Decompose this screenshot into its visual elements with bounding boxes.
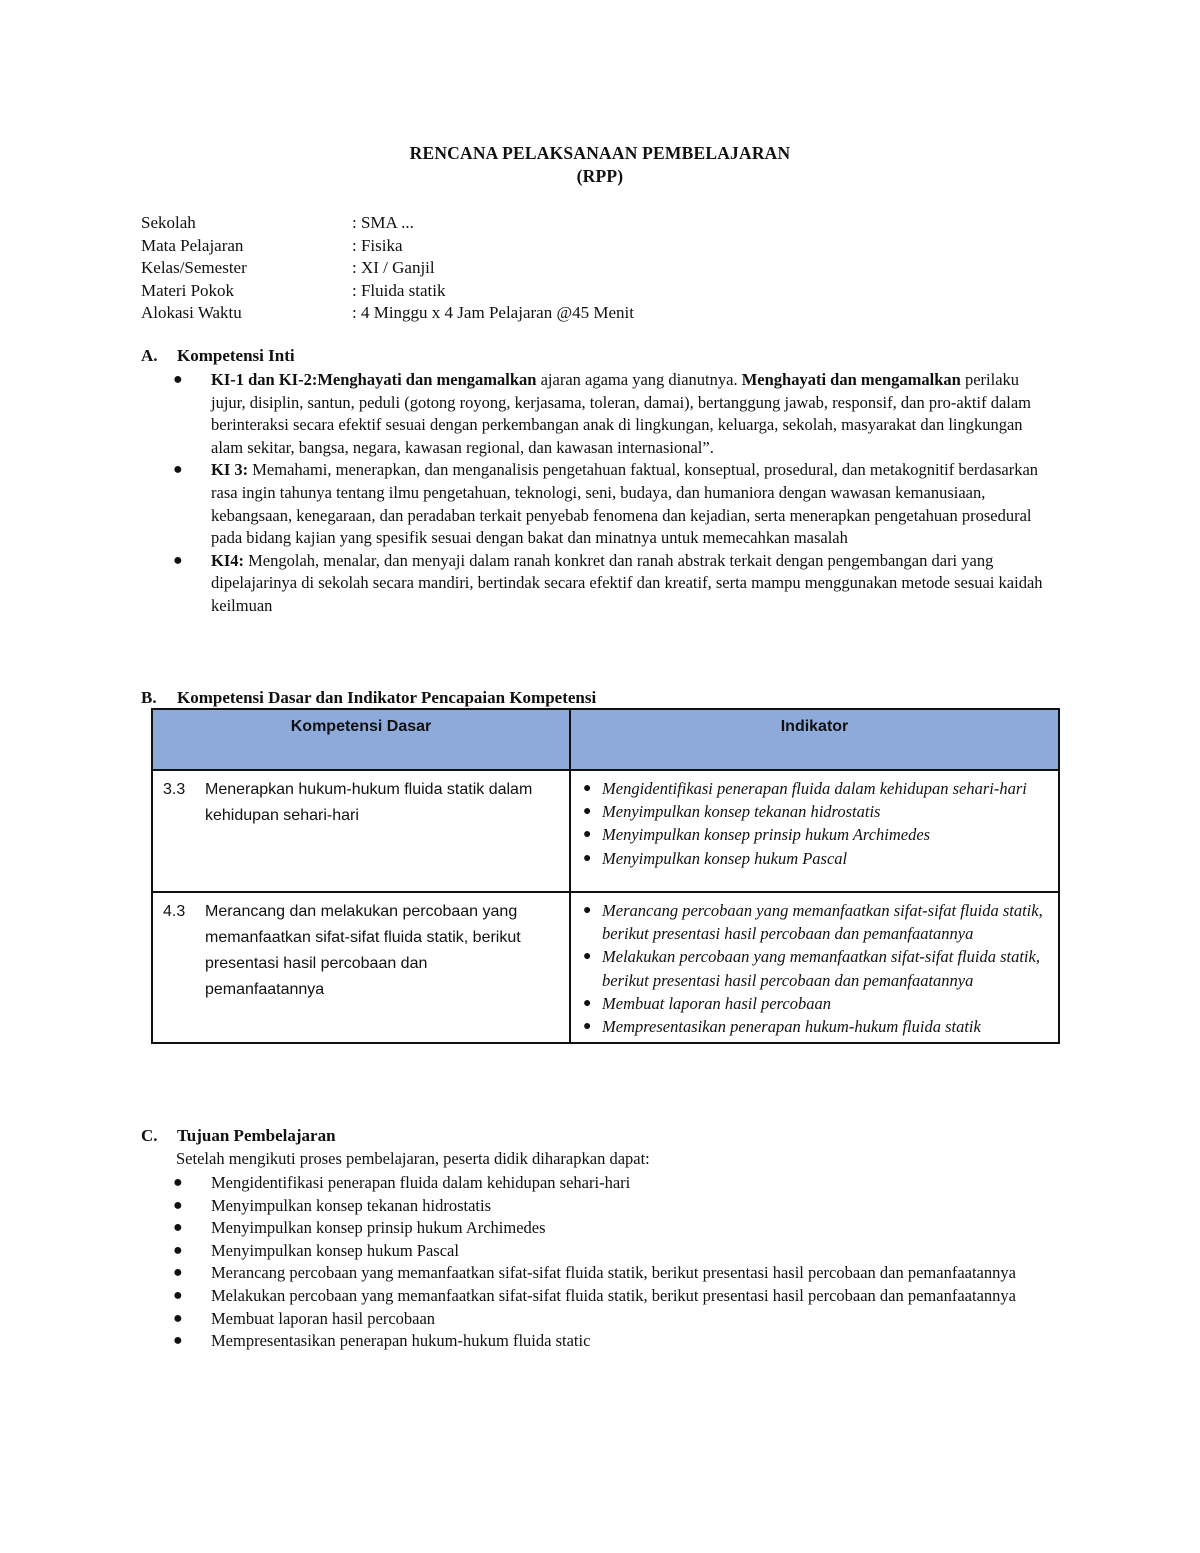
identity-label: Kelas/Semester	[141, 258, 247, 277]
list-item	[583, 800, 1050, 823]
document-subtitle: (RPP)	[576, 166, 624, 186]
bullet-icon: ●	[583, 850, 592, 866]
indicator-cell	[570, 770, 1059, 892]
section-a-heading	[141, 346, 295, 366]
bullet-icon: ●	[583, 827, 592, 843]
bullet-icon: ●	[173, 371, 183, 388]
identity-label: Alokasi Waktu	[141, 303, 242, 322]
indicator-text: Merancang percobaan yang memanfaatkan sifat-sifat fluida statik, berikut presentasi hasil percobaan dan pemanfaatannya	[602, 901, 1043, 944]
list-item	[171, 1195, 1051, 1218]
bullet-icon: ●	[583, 903, 592, 918]
header-indikator: Indikator	[570, 709, 1059, 770]
identity-row	[141, 280, 634, 303]
bullet-icon: ●	[173, 1174, 183, 1191]
identity-row	[141, 302, 634, 325]
list-item	[583, 945, 1050, 991]
indicator-text: Mengidentifikasi penerapan fluida dalam kehidupan sehari-hari	[602, 779, 1027, 798]
section-letter: A.	[141, 346, 158, 365]
header-kompetensi-dasar: Kompetensi Dasar	[152, 709, 570, 770]
list-item	[171, 1172, 1051, 1195]
ki-bold: Menghayati dan mengamalkan	[741, 370, 961, 389]
list-item	[171, 550, 1051, 618]
bullet-icon: ●	[583, 804, 592, 820]
identity-value: : 4 Minggu x 4 Jam Pelajaran @45 Menit	[352, 303, 634, 322]
bullet-icon: ●	[173, 1332, 183, 1350]
identity-label: Materi Pokok	[141, 280, 235, 300]
kompetensi-inti-list	[171, 369, 1051, 618]
list-item	[171, 459, 1051, 549]
identity-label: Sekolah	[141, 213, 196, 232]
section-c-heading	[141, 1126, 336, 1146]
kd-text: Merancang dan melakukan percobaan yang memanfaatkan sifat-sifat fluida statik, berikut presentasi hasil percobaan dan pemanfaatannya	[205, 903, 521, 998]
bullet-icon: ●	[583, 949, 592, 965]
bullet-icon: ●	[583, 781, 592, 796]
indicator-text: Membuat laporan hasil percobaan	[602, 993, 831, 1013]
list-item	[171, 1240, 1051, 1263]
ki-bold: KI-1 dan KI-2:Menghayati dan mengamalkan	[211, 370, 537, 389]
list-item	[583, 823, 1050, 846]
table-row	[152, 770, 1059, 892]
identity-value: : SMA ...	[352, 213, 414, 232]
tujuan-text: Melakukan percobaan yang memanfaatkan sifat-sifat fluida statik, berikut presentasi hasil percobaan dan pemanfaatannya	[211, 1285, 1016, 1305]
kd-number: 4.3	[163, 903, 186, 920]
tujuan-list	[171, 1172, 1051, 1353]
identity-row	[141, 212, 634, 235]
list-item	[171, 1308, 1051, 1331]
identity-value: : XI / Ganjil	[352, 258, 435, 277]
indicator-text: Melakukan percobaan yang memanfaatkan sifat-sifat fluida statik, berikut presentasi hasil percobaan dan pemanfaatannya	[602, 947, 1040, 990]
bullet-icon: ●	[173, 1264, 183, 1282]
ki-text: Memahami, menerapkan, dan menganalisis pengetahuan faktual, konseptual, prosedural, dan metakognitif berdasarkan rasa ingin tahunya tentang ilmu pengetahuan, teknologi, seni, budaya, dan humaniora dengan wawasan kemanusiaan, kebangsaan, kenegaraan, dan peradaban terkait penyebab fenomena dan kejadian, serta menerapkan pengetahuan prosedural pada bidang kajian yang spesifik sesuai dengan bakat dan minatnya untuk memecahkan masalah	[211, 460, 1039, 548]
kd-text: Menerapkan hukum-hukum fluida statik dalam kehidupan sehari-hari	[205, 781, 533, 824]
indicator-list	[583, 899, 1050, 1038]
list-item	[171, 1330, 1051, 1353]
list-item	[171, 369, 1051, 459]
competency-table-wrapper	[151, 708, 1060, 1044]
list-item	[583, 1015, 1050, 1038]
ki-bold: KI 3:	[211, 460, 249, 480]
list-item	[583, 992, 1050, 1015]
bullet-icon: ●	[583, 1019, 592, 1035]
identity-label: Mata Pelajaran	[141, 235, 244, 255]
bullet-icon: ●	[173, 461, 183, 479]
list-item	[171, 1262, 1051, 1285]
identity-value: : Fisika	[352, 235, 403, 255]
tujuan-text: Mempresentasikan penerapan hukum-hukum fluida static	[211, 1331, 591, 1351]
section-title: Tujuan Pembelajaran	[177, 1126, 336, 1145]
identity-block	[141, 212, 634, 325]
kd-cell	[152, 770, 570, 892]
ki-bold: KI4:	[211, 550, 244, 570]
identity-value: : Fluida statik	[352, 280, 446, 300]
indicator-text: Mempresentasikan penerapan hukum-hukum fluida statik	[602, 1017, 981, 1037]
bullet-icon: ●	[173, 1219, 183, 1237]
indicator-text: Menyimpulkan konsep tekanan hidrostatis	[602, 802, 881, 822]
indicator-text: Menyimpulkan konsep prinsip hukum Archimedes	[602, 825, 931, 845]
list-item	[583, 899, 1050, 945]
bullet-icon: ●	[173, 1241, 183, 1259]
kd-cell	[152, 892, 570, 1043]
indicator-text: Menyimpulkan konsep hukum Pascal	[602, 848, 848, 868]
ki-text: perilaku jujur, disiplin, santun, peduli (gotong royong, kerjasama, toleran, damai), bertanggung jawab, responsif, dan pro-aktif dalam berinteraksi secara efektif sesuai dengan perkembangan anak di lingkungan, keluarga, sekolah, masyarakat dan lingkungan alam sekitar, bangsa, negara, kawasan regional, dan kawasan internasional”.	[211, 370, 1032, 457]
identity-row	[141, 257, 634, 280]
section-b-heading	[141, 688, 596, 708]
indicator-cell	[570, 892, 1059, 1043]
tujuan-text: Mengidentifikasi penerapan fluida dalam kehidupan sehari-hari	[211, 1173, 631, 1192]
tujuan-text: Menyimpulkan konsep prinsip hukum Archimedes	[211, 1218, 546, 1238]
list-item	[583, 847, 1050, 870]
tujuan-text: Membuat laporan hasil percobaan	[211, 1308, 436, 1328]
list-item	[171, 1217, 1051, 1240]
section-letter: B.	[141, 688, 157, 707]
bullet-icon: ●	[173, 1196, 183, 1214]
ki-text: ajaran agama yang dianutnya.	[536, 370, 742, 389]
tujuan-text: Merancang percobaan yang memanfaatkan sifat-sifat fluida statik, berikut presentasi hasil percobaan dan pemanfaatannya	[211, 1263, 1016, 1283]
list-item	[583, 777, 1050, 800]
section-title: Kompetensi Dasar dan Indikator Pencapaian Kompetensi	[177, 688, 597, 707]
bullet-icon: ●	[173, 1309, 183, 1327]
bullet-icon: ●	[583, 995, 592, 1011]
tujuan-text: Menyimpulkan konsep hukum Pascal	[211, 1240, 459, 1260]
tujuan-intro: Setelah mengikuti proses pembelajaran, peserta didik diharapkan dapat:	[176, 1149, 650, 1168]
list-item	[171, 1285, 1051, 1308]
section-title: Kompetensi Inti	[177, 346, 295, 365]
competency-table	[151, 708, 1060, 1044]
bullet-icon: ●	[173, 551, 183, 569]
document-title: RENCANA PELAKSANAAN PEMBELAJARAN	[409, 143, 791, 163]
section-letter: C.	[141, 1126, 158, 1145]
table-row	[152, 892, 1059, 1043]
kd-number: 3.3	[163, 781, 186, 798]
tujuan-text: Menyimpulkan konsep tekanan hidrostatis	[211, 1195, 491, 1215]
table-header-row	[152, 709, 1059, 770]
indicator-list	[583, 777, 1050, 870]
bullet-icon: ●	[173, 1286, 183, 1304]
identity-row	[141, 235, 634, 258]
ki-text: Mengolah, menalar, dan menyaji dalam ranah konkret dan ranah abstrak terkait dengan pengembangan dari yang dipelajarinya di sekolah secara mandiri, bertindak secara efektif dan kreatif, serta mampu menggunakan metode sesuai kaidah keilmuan	[211, 550, 1043, 615]
